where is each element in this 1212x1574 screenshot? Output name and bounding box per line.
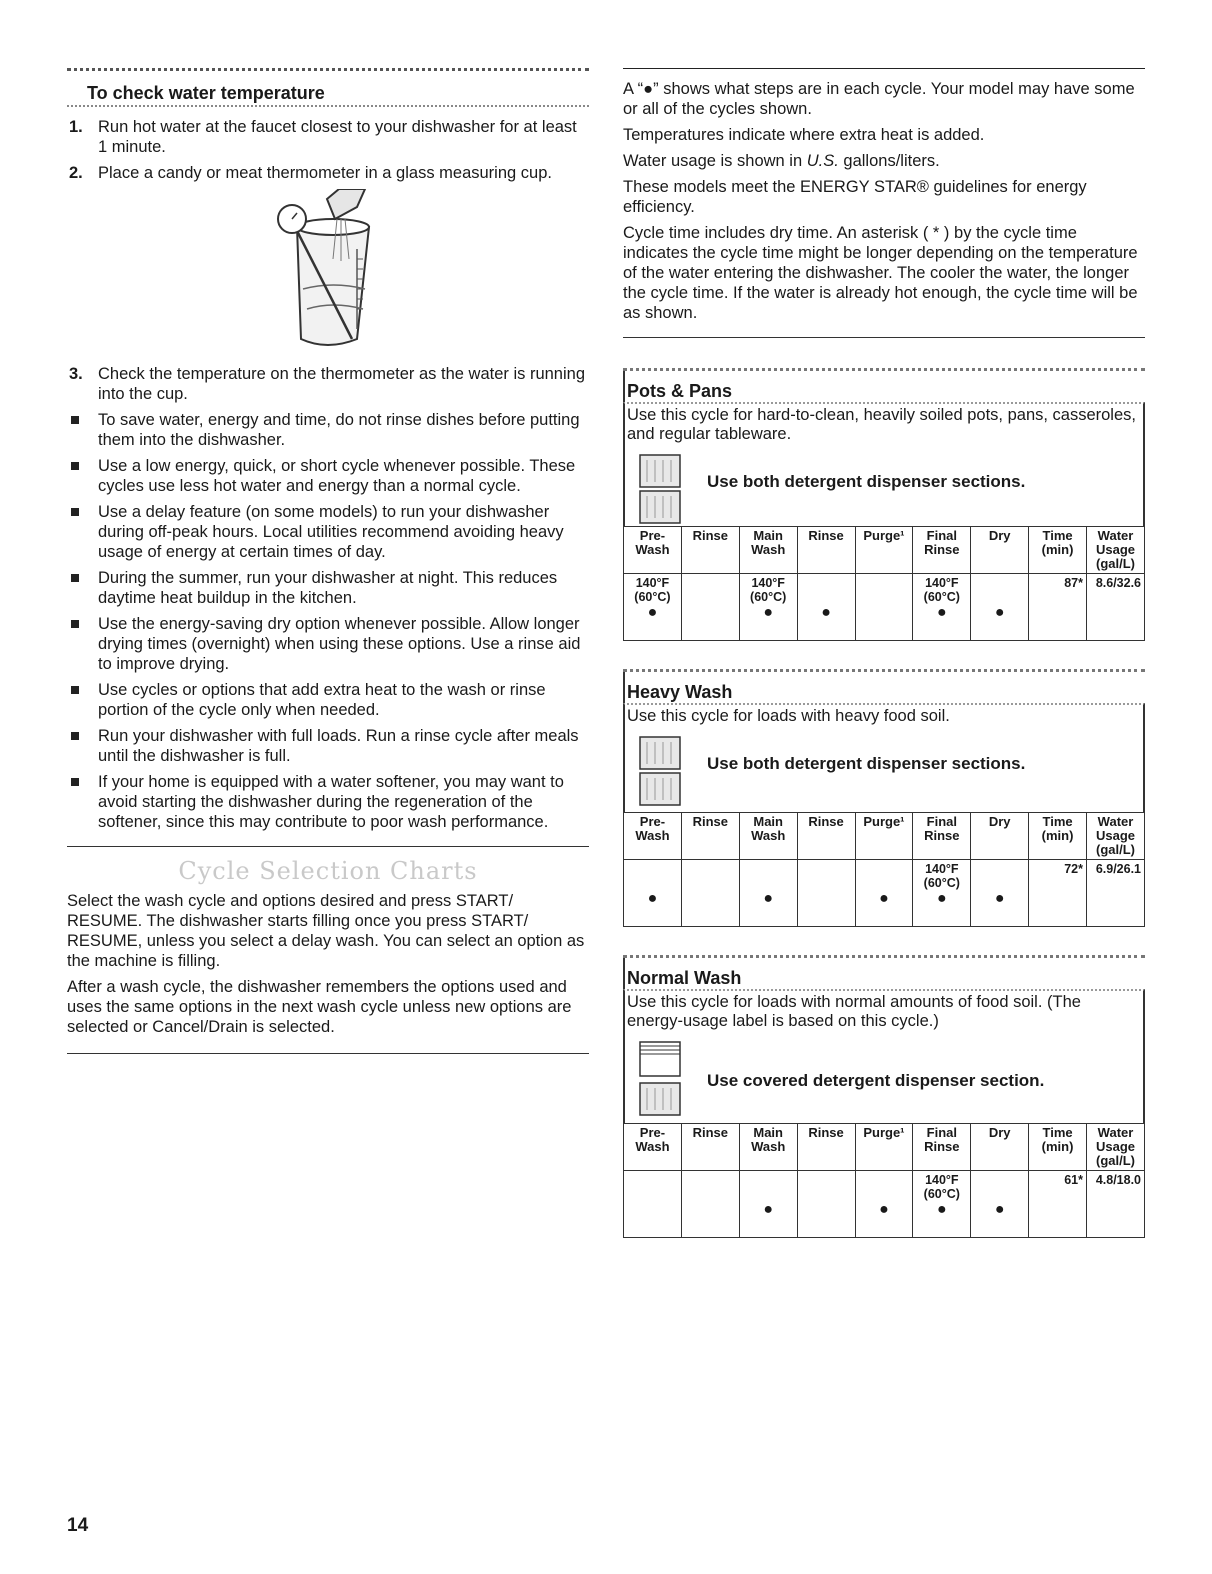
- page-number: 14: [67, 1515, 89, 1536]
- cell-rinse: [797, 1171, 855, 1238]
- intro-paragraph: Water usage is shown in U.S. gallons/liters.: [623, 152, 940, 170]
- section-title: To check water temperature: [87, 83, 325, 103]
- header-rinse: Rinse: [681, 527, 739, 574]
- divider: [623, 337, 1145, 338]
- square-bullet-icon: [71, 620, 79, 628]
- cell-time: 61*: [1029, 1171, 1087, 1238]
- steps-list: [67, 117, 589, 183]
- cell-mainwash: ●: [739, 1171, 797, 1238]
- cell-water-usage: 4.8/18.0: [1087, 1171, 1145, 1238]
- header-rinse: Rinse: [797, 813, 855, 860]
- divider: [67, 846, 589, 847]
- table-row: [624, 1171, 1145, 1238]
- dispenser-note: [623, 726, 1145, 812]
- header-time: Time (min): [1029, 527, 1087, 574]
- intro-paragraph: Cycle time includes dry time. An asterisk ( * ) by the cycle time indicates the cycle time might be longer depending on the temperature of the water entering the dishwasher. The cooler the water, the longer the cycle time. If the water is already hot enough, the cycle time will be as shown.: [623, 224, 1138, 322]
- square-bullet-icon: [71, 462, 79, 470]
- dispenser-instruction: Use both detergent dispenser sections.: [707, 472, 1026, 491]
- dispenser-instruction: Use covered detergent dispenser section.: [707, 1071, 1045, 1090]
- step-item: 2. Place a candy or meat thermometer in a glass measuring cup.: [69, 164, 552, 182]
- charts-paragraph: After a wash cycle, the dishwasher remembers the options used and uses the same options in the next wash cycle unless new options are selected or Cancel/Drain is selected.: [67, 978, 572, 1036]
- dispenser-covered-icon: [639, 1041, 681, 1117]
- tip-item: Use the energy-saving dry option whenever possible. Allow longer drying times (overnight) when using these options. Use a rinse aid to improve drying.: [67, 614, 589, 674]
- divider: [67, 1053, 589, 1054]
- tip-item: Use a delay feature (on some models) to run your dishwasher during off-peak hours. Local utilities recommend avoiding heavy usage of energy at certain times of day.: [67, 502, 589, 562]
- header-mainwash: Main Wash: [739, 527, 797, 574]
- table-header-row: [624, 813, 1145, 860]
- cell-final-rinse: 140°F (60°C) ●: [913, 860, 971, 927]
- cell-purge: [855, 574, 913, 641]
- header-final-rinse: Final Rinse: [913, 1124, 971, 1171]
- header-rinse: Rinse: [797, 1124, 855, 1171]
- table-header-row: [624, 1124, 1145, 1171]
- header-mainwash: Main Wash: [739, 1124, 797, 1171]
- dispenser-note: [623, 1031, 1145, 1123]
- table-row: [624, 574, 1145, 641]
- cell-time: 72*: [1029, 860, 1087, 927]
- square-bullet-icon: [71, 686, 79, 694]
- cycle-steps-table: [623, 812, 1145, 927]
- cell-prewash: ●: [624, 860, 682, 927]
- dispenser-both-icon: [639, 454, 681, 524]
- step-item: 3. Check the temperature on the thermometer as the water is running into the cup.: [69, 365, 585, 403]
- header-purge: Purge¹: [855, 527, 913, 574]
- square-bullet-icon: [71, 416, 79, 424]
- step-item: 1. Run hot water at the faucet closest to your dishwasher for at least 1 minute.: [69, 118, 577, 156]
- tip-item: To save water, energy and time, do not rinse dishes before putting them into the dishwasher.: [67, 410, 589, 450]
- intro-text: [623, 79, 1145, 323]
- header-dry: Dry: [971, 813, 1029, 860]
- cell-final-rinse: 140°F (60°C) ●: [913, 1171, 971, 1238]
- header-purge: Purge¹: [855, 1124, 913, 1171]
- charts-paragraph: Select the wash cycle and options desired and press START/ RESUME. The dishwasher starts filling once you press START/ RESUME, unless you select a delay wash. You can select an option as the machine is filling.: [67, 892, 585, 970]
- tip-item: Use a low energy, quick, or short cycle whenever possible. These cycles use less hot water and energy than a normal cycle.: [67, 456, 589, 496]
- cell-dry: ●: [971, 1171, 1029, 1238]
- cell-prewash: 140°F (60°C) ●: [624, 574, 682, 641]
- energy-tips-list: [67, 410, 589, 832]
- cell-water-usage: 6.9/26.1: [1087, 860, 1145, 927]
- cell-water-usage: 8.6/32.6: [1087, 574, 1145, 641]
- cell-rinse: [797, 860, 855, 927]
- cycle-steps-table: [623, 526, 1145, 641]
- cell-rinse: [681, 860, 739, 927]
- cycle-description: Use this cycle for loads with normal amounts of food soil. (The energy-usage label is based on this cycle.): [623, 989, 1145, 1031]
- header-final-rinse: Final Rinse: [913, 813, 971, 860]
- thermometer-in-cup-illustration: [257, 189, 397, 354]
- cell-purge: ●: [855, 1171, 913, 1238]
- square-bullet-icon: [71, 778, 79, 786]
- header-water-usage: Water Usage (gal/L): [1087, 1124, 1145, 1171]
- cycle-name: Heavy Wash: [623, 672, 1145, 703]
- header-mainwash: Main Wash: [739, 813, 797, 860]
- header-water-usage: Water Usage (gal/L): [1087, 813, 1145, 860]
- cell-prewash: [624, 1171, 682, 1238]
- square-bullet-icon: [71, 732, 79, 740]
- header-time: Time (min): [1029, 1124, 1087, 1171]
- intro-paragraph: Temperatures indicate where extra heat is added.: [623, 126, 985, 144]
- header-dry: Dry: [971, 527, 1029, 574]
- table-header-row: [624, 527, 1145, 574]
- header-water-usage: Water Usage (gal/L): [1087, 527, 1145, 574]
- cell-dry: ●: [971, 574, 1029, 641]
- square-bullet-icon: [71, 508, 79, 516]
- section-sub-rule: [67, 105, 589, 107]
- cell-rinse: [681, 1171, 739, 1238]
- cell-rinse: ●: [797, 574, 855, 641]
- dispenser-instruction: Use both detergent dispenser sections.: [707, 754, 1026, 773]
- cycle-charts-title: Cycle Selection Charts: [178, 857, 478, 885]
- right-column: [623, 68, 1145, 1238]
- cell-final-rinse: 140°F (60°C) ●: [913, 574, 971, 641]
- cell-mainwash: 140°F (60°C) ●: [739, 574, 797, 641]
- header-purge: Purge¹: [855, 813, 913, 860]
- tip-item: Use cycles or options that add extra heat to the wash or rinse portion of the cycle only when needed.: [67, 680, 589, 720]
- intro-paragraph: These models meet the ENERGY STAR® guidelines for energy efficiency.: [623, 178, 1087, 216]
- cycle-description: Use this cycle for loads with heavy food soil.: [623, 703, 1145, 726]
- cycle-normal-wash: [623, 955, 1145, 1238]
- cell-mainwash: ●: [739, 860, 797, 927]
- dispenser-note: [623, 444, 1145, 526]
- header-rinse: Rinse: [681, 1124, 739, 1171]
- header-dry: Dry: [971, 1124, 1029, 1171]
- cycle-name: Normal Wash: [623, 958, 1145, 989]
- header-time: Time (min): [1029, 813, 1087, 860]
- cycle-pots-pans: [623, 368, 1145, 641]
- header-rinse: Rinse: [681, 813, 739, 860]
- square-bullet-icon: [71, 574, 79, 582]
- table-row: [624, 860, 1145, 927]
- tip-item: During the summer, run your dishwasher at night. This reduces daytime heat buildup in the kitchen.: [67, 568, 589, 608]
- cycle-description: Use this cycle for hard-to-clean, heavily soiled pots, pans, casseroles, and regular tableware.: [623, 402, 1145, 444]
- header-final-rinse: Final Rinse: [913, 527, 971, 574]
- steps-list-continued: [67, 364, 589, 404]
- cell-time: 87*: [1029, 574, 1087, 641]
- header-prewash: Pre- Wash: [624, 1124, 682, 1171]
- tip-item: If your home is equipped with a water softener, you may want to avoid starting the dishwasher during the regeneration of the softener, since this may contribute to poor wash performance.: [67, 772, 589, 832]
- cycle-heavy-wash: [623, 669, 1145, 927]
- top-rule: [623, 68, 1145, 69]
- header-prewash: Pre- Wash: [624, 527, 682, 574]
- header-rinse: Rinse: [797, 527, 855, 574]
- intro-paragraph: A “●” shows what steps are in each cycle. Your model may have some or all of the cycles shown.: [623, 80, 1135, 118]
- tip-item: Run your dishwasher with full loads. Run a rinse cycle after meals until the dishwasher is full.: [67, 726, 589, 766]
- cell-rinse: [681, 574, 739, 641]
- dispenser-both-icon: [639, 736, 681, 806]
- cell-dry: ●: [971, 860, 1029, 927]
- header-prewash: Pre- Wash: [624, 813, 682, 860]
- left-column: [67, 68, 589, 1054]
- cycle-steps-table: [623, 1123, 1145, 1238]
- cycle-name: Pots & Pans: [623, 371, 1145, 402]
- cell-purge: ●: [855, 860, 913, 927]
